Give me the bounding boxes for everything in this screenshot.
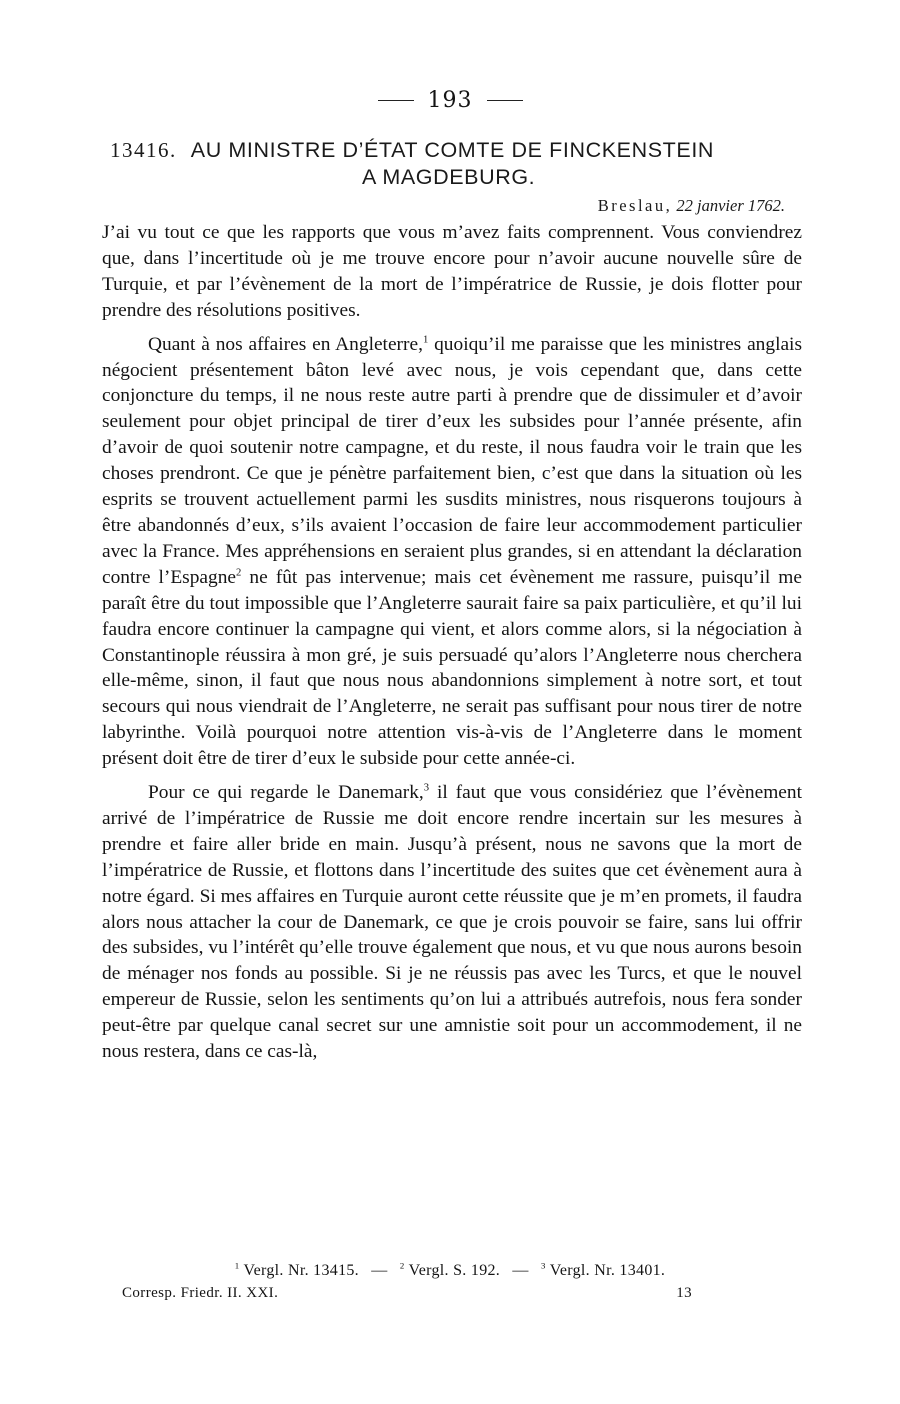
footnotes	[0, 1262, 900, 1280]
footnote-1: Vergl. Nr. 13415.	[243, 1262, 359, 1279]
paragraph-2-start: Quant à nos affaires en Angleterre,	[148, 333, 423, 355]
paragraph-2-middle: quoiqu’il me paraisse que les ministres anglais négocient présentement bâton levé avec nous, je vois cependant que, dans cette conjoncture du temps, il ne nous reste autre parti à prendre que de dissimuler et d’avoir seulement pour objet principal de tirer d’eux les subsides pour l’année présente, afin d’avoir de quoi soutenir notre campagne, et du reste, il nous faudra voir le train que les choses prendront. Ce que je pénètre parfaitement bien, c’est que dans la situation où les esprits se trouvent actuellement parmi les susdits ministres, nous risquerons toujours à être abandonnés d’eux, s’ils avaient l’occasion de faire leur accommodement particulier avec la France. Mes appréhensions en seraient plus grandes, si en attendant la déclaration contre l’Espagne	[102, 333, 802, 588]
paragraph-3-end: il faut que vous considériez que l’évènement arrivé de l’impératrice de Russie me doit encore rendre incertain sur les mesures à prendre et faire aller bride en main. Jusqu’à présent, nous ne savons que la mort de l’impératrice de Russie, et flottons dans l’incertitude des suites que cet évènement aura à notre égard. Si mes affaires en Turquie auront cette réussite que je m’en promets, il faudra alors nous attacher la cour de Danemark, ce que je crois pouvoir se faire, sans lui offrir des subsides, vu l’intérêt qu’elle trouve également que nous, et vu que nous aurons besoin de ménager nos fonds au possible. Si je ne réussis pas avec les Turcs, et que le nouvel empereur de Russie, selon les sentiments qu’on lui a attribués autrefois, nous fera sonder peut-être par quelque canal secret sur une amnistie soit pour un accommodement, il ne nous restera, dans ce cas-là,	[102, 782, 802, 1063]
footnote-2: Vergl. S. 192.	[408, 1262, 501, 1279]
source-reference: Corresp. Friedr. II. XXI.	[122, 1285, 279, 1301]
header-rule-right	[487, 100, 523, 101]
footnote-ref-1[interactable]: 1	[422, 333, 429, 346]
paragraph-3	[102, 780, 802, 1065]
paragraph-3-start: Pour ce qui regarde le Danemark,	[148, 782, 424, 804]
page-number: 193	[427, 88, 473, 113]
footnote-1-mark: 1	[234, 1260, 240, 1271]
dateline-place: Breslau,	[597, 196, 673, 215]
letter-heading	[110, 138, 810, 190]
page-footer	[122, 1285, 692, 1302]
paragraph-2-end: ne fût pas intervenue; mais cet évènement me rassure, puisqu’il me paraît être du tout impossible que l’Angleterre saurait faire sa paix particulière, et qu’il lui faudra encore continuer la campagne qui vient, et alors comme alors, si la négociation à Constantinople réussira à mon gré, je suis persuadé qu’alors l’Angleterre nous cherchera elle-même, sinon, il faut que nous nous abandonnions simplement à notre sort, et tout secours qui nous viendrait de l’Angleterre, ne serait pas suffisant pour nous tirer de notre labyrinthe. Voilà pourquoi notre attention vis-à-vis de l’Angleterre dans le moment présent doit être de tirer d’eux le subside pour cette année-ci.	[102, 566, 802, 770]
dateline-date: 22 janvier 1762.	[676, 196, 785, 215]
letter-number: 13416.	[110, 138, 177, 162]
letter-body	[102, 220, 802, 1065]
paragraph-1: J’ai vu tout ce que les rapports que vous m’avez faits comprennent. Vous conviendrez que, dans l’incertitude où je me trouve encore pour n’avoir aucune nouvelle sûre de Turquie, et par l’évènement de la mort de l’impératrice de Russie, je dois flotter pour prendre des résolutions positives.	[102, 222, 802, 321]
footnote-ref-2[interactable]: 2	[236, 566, 242, 579]
header-rule-left	[378, 100, 414, 101]
footnote-separator: —	[371, 1262, 388, 1279]
letter-addressee: AU MINISTRE D’ÉTAT COMTE DE FINCKENSTEIN	[190, 138, 715, 162]
footnote-3-mark: 3	[541, 1260, 546, 1271]
footnote-3: Vergl. Nr. 13401.	[549, 1262, 666, 1279]
footnote-2-mark: 2	[399, 1260, 405, 1271]
footnote-ref-3[interactable]: 3	[423, 781, 430, 794]
footnote-separator: —	[512, 1262, 529, 1279]
letter-destination: A MAGDEBURG.	[362, 165, 536, 189]
dateline	[598, 196, 785, 216]
letter-heading-line1	[110, 138, 810, 163]
page-header	[0, 88, 900, 113]
signature-mark: 13	[676, 1285, 692, 1301]
paragraph-2	[102, 332, 802, 772]
